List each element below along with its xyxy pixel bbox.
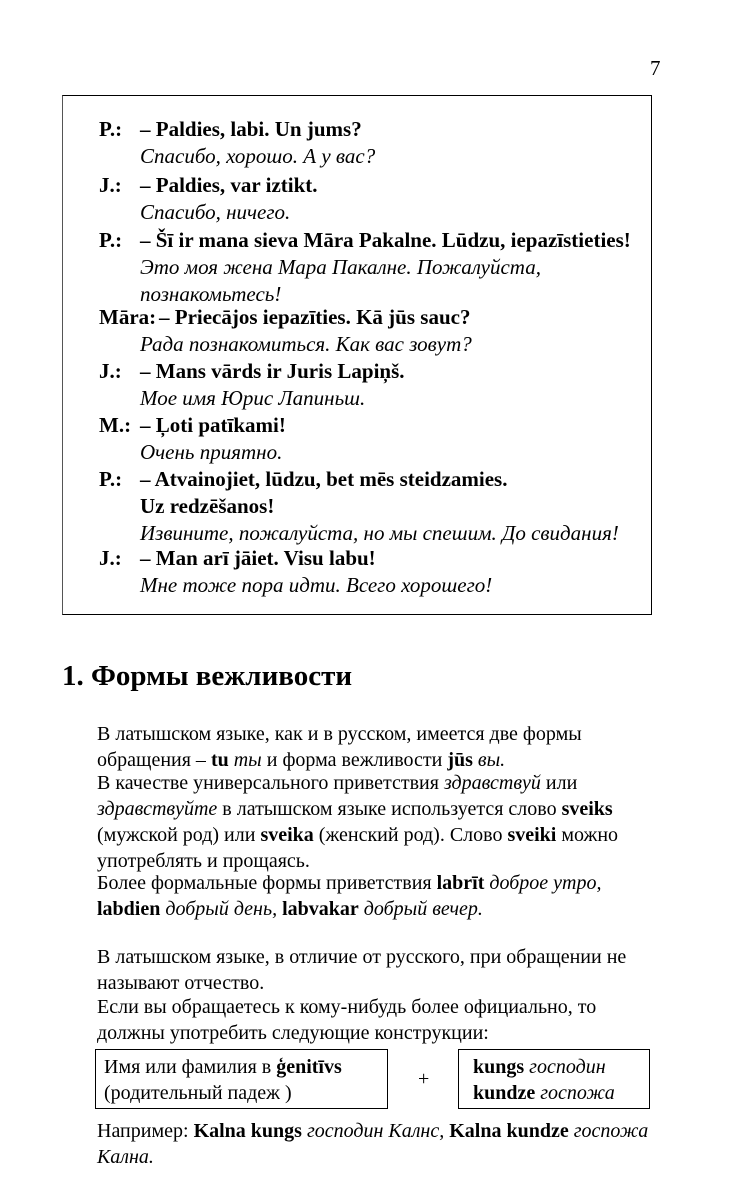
text: В качестве универсального приветствия xyxy=(97,772,439,794)
section-title-text: Формы вежливости xyxy=(91,660,353,692)
term-kungs: kungs xyxy=(473,1056,525,1078)
russian-translation: Очень приятно. xyxy=(140,440,283,464)
text: (мужской род) или xyxy=(97,824,256,846)
term-zdr1: здравствуй xyxy=(443,772,541,794)
term-sveika: sveika xyxy=(260,824,314,846)
term-zdr2: здравствуйте xyxy=(97,798,218,820)
term-labvakar: labvakar xyxy=(282,898,359,920)
text: Более формальные формы приветствия xyxy=(97,872,432,894)
term-labrit-ru: доброе утро, xyxy=(489,872,602,894)
latvian-line: – Paldies, labi. Un jums? xyxy=(140,117,362,141)
term-labvakar-ru: добрый вечер. xyxy=(363,898,483,920)
russian-translation: Рада познакомиться. Как вас зовут? xyxy=(140,332,472,356)
text: Имя или фамилия в xyxy=(104,1056,272,1078)
russian-translation: Спасибо, ничего. xyxy=(140,200,291,224)
text: можно употреблять и прощаясь. xyxy=(97,824,619,872)
term-jus-ru: вы. xyxy=(477,749,506,771)
text: В латышском языке, как и в русском, имеется две формы обращения – xyxy=(97,723,582,771)
speaker: P.: xyxy=(99,117,123,141)
page-number: 7 xyxy=(650,56,661,80)
speaker: M.: xyxy=(99,413,132,437)
russian-translation: Это моя жена Мара Пакалне. Пожалуйста, xyxy=(140,255,541,279)
paragraph-official: Если вы обращаетесь к кому-нибудь более официально, то должны употребить следующие конструкции: xyxy=(97,996,597,1044)
latvian-line: – Atvainojiet, lūdzu, bet mēs steidzamies. xyxy=(140,467,508,491)
paragraph-forms xyxy=(97,721,667,773)
speaker: Māra: xyxy=(99,305,157,329)
construction-name-box xyxy=(95,1049,388,1109)
speaker: J.: xyxy=(99,546,122,570)
latvian-line: – Mans vārds ir Juris Lapiņš. xyxy=(140,359,405,383)
section-number: 1. xyxy=(62,660,84,692)
russian-translation: Спасибо, хорошо. А у вас? xyxy=(140,144,376,168)
latvian-line-cont: Uz redzēšanos! xyxy=(140,494,275,518)
section-heading xyxy=(62,660,352,693)
paragraph-patronymic: В латышском языке, в отличие от русского, при обращении не называют отчество. xyxy=(97,946,627,994)
term-jus: jūs xyxy=(447,749,473,771)
term-tu: tu xyxy=(210,749,229,771)
text: или xyxy=(545,772,578,794)
text: Например: xyxy=(97,1120,189,1142)
term-kundze-ru: госпожа xyxy=(540,1082,615,1104)
term-kungs-ru: господин xyxy=(529,1056,606,1078)
example-kundze: Kalna kundze xyxy=(449,1120,569,1142)
latvian-line: – Šī ir mana sieva Māra Pakalne. Lūdzu, iepazīstieties! xyxy=(140,228,631,252)
text: и форма вежливости xyxy=(266,749,443,771)
speaker: J.: xyxy=(99,173,122,197)
term-genitivs: ģenitīvs xyxy=(276,1056,342,1078)
speaker: P.: xyxy=(99,228,123,252)
russian-translation: Мне тоже пора идти. Всего хорошего! xyxy=(140,573,493,597)
speaker: P.: xyxy=(99,467,123,491)
term-tu-ru: ты xyxy=(233,749,262,771)
russian-translation: Извините, пожалуйста, но мы спешим. До свидания! xyxy=(140,521,619,545)
latvian-line: – Ļoti patīkami! xyxy=(140,413,286,437)
text: (женский род). Слово xyxy=(318,824,503,846)
latvian-line: – Priecājos iepazīties. Kā jūs sauc? xyxy=(159,305,471,329)
term-labdien: labdien xyxy=(97,898,161,920)
term-labrit: labrīt xyxy=(436,872,485,894)
example-paragraph xyxy=(97,1118,667,1170)
example-kungs: Kalna kungs xyxy=(193,1120,302,1142)
construction-title-box xyxy=(458,1049,650,1109)
text: в латышском языке используется слово xyxy=(222,798,557,820)
text: (родительный падеж ) xyxy=(104,1082,292,1104)
term-labdien-ru: добрый день, xyxy=(165,898,278,920)
russian-translation: Мое имя Юрис Лапиньш. xyxy=(140,386,366,410)
paragraph-formal-greetings xyxy=(97,870,667,922)
term-kundze: kundze xyxy=(473,1082,536,1104)
plus-sign: + xyxy=(418,1068,430,1090)
example-kungs-ru: господин Калнс, xyxy=(306,1120,445,1142)
example-kundze-ru: госпожа Кална. xyxy=(97,1120,649,1168)
speaker: J.: xyxy=(99,359,122,383)
latvian-line: – Man arī jāiet. Visu labu! xyxy=(140,546,376,570)
term-sveiki: sveiki xyxy=(507,824,557,846)
term-sveiks: sveiks xyxy=(561,798,613,820)
russian-translation-cont: познакомьтесь! xyxy=(140,282,282,306)
latvian-line: – Paldies, var iztikt. xyxy=(140,173,318,197)
paragraph-greeting xyxy=(97,770,667,874)
